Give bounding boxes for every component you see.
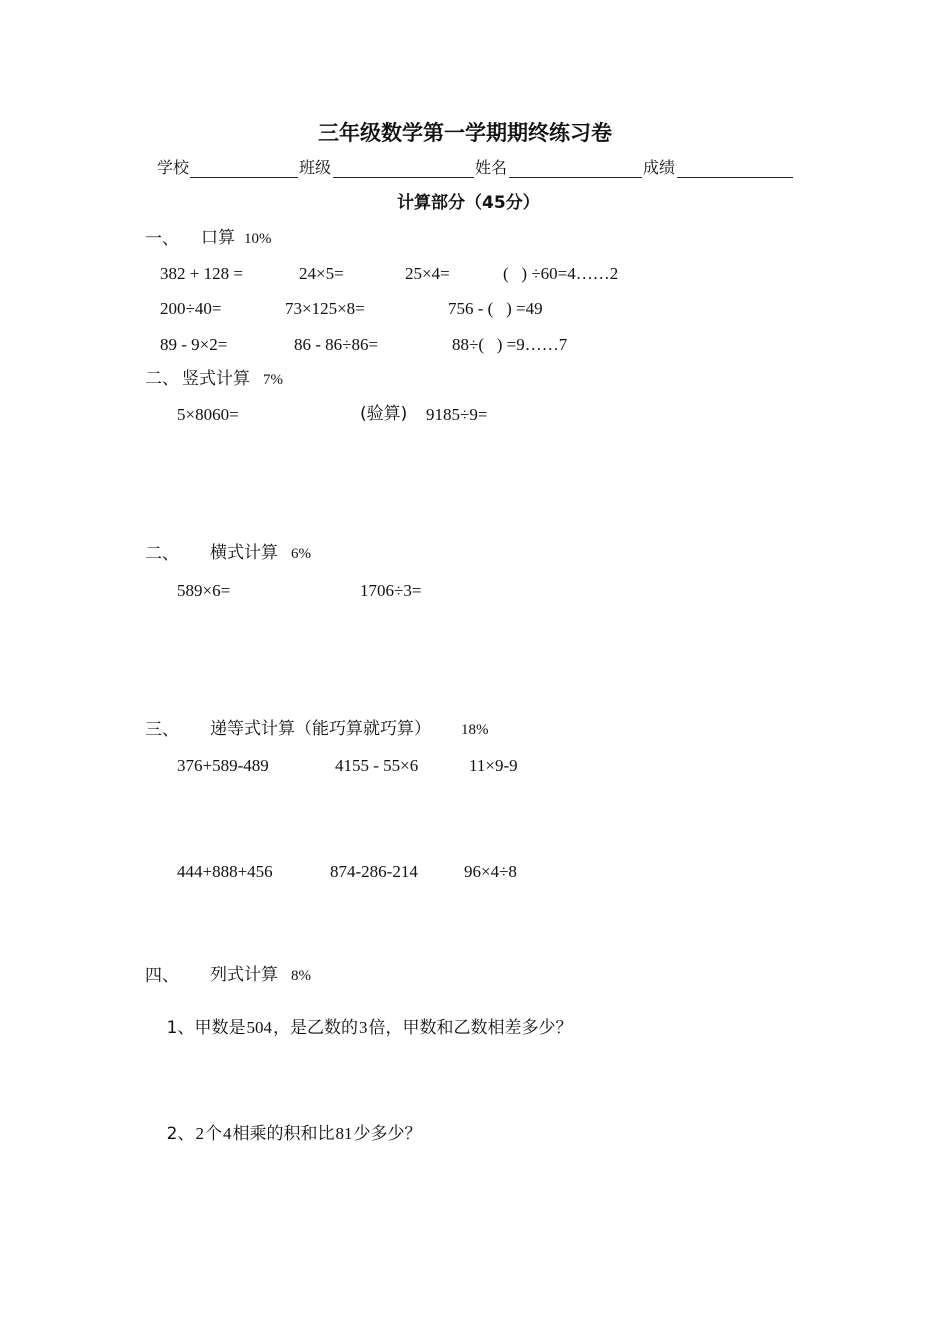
problem: 73×125×8= <box>285 299 365 318</box>
problem: 376+589-489 <box>177 756 269 775</box>
word-problem-text: 相乘的积和比 <box>232 1124 335 1144</box>
problem: 11×9-9 <box>469 756 518 775</box>
problem: 5×8060= <box>177 405 239 424</box>
section-number: 二、 <box>145 369 179 389</box>
section-label: 递等式计算（能巧算就巧算） <box>210 719 431 739</box>
section-label: 口算 <box>201 228 235 248</box>
section-number: 一、 <box>145 229 179 249</box>
class-blank[interactable] <box>333 177 474 178</box>
score-blank[interactable] <box>677 177 793 178</box>
problem: 589×6= <box>177 581 231 600</box>
school-label: 学校 <box>157 158 190 177</box>
name-blank[interactable] <box>509 177 642 178</box>
problem: 25×4= <box>405 264 450 283</box>
section-label: 列式计算 <box>210 965 278 985</box>
word-problem-text: 1、甲数是 <box>166 1018 246 1038</box>
problem: 89 - 9×2= <box>160 335 228 354</box>
section-number: 三、 <box>145 720 179 740</box>
problem: 756 - ( ) =49 <box>448 299 543 318</box>
problem: 1706÷3= <box>360 581 422 600</box>
problem: 4155 - 55×6 <box>335 756 419 775</box>
section-percent: 8% <box>291 968 311 984</box>
section-label: 横式计算 <box>210 543 278 563</box>
word-problem-text: 倍，甲数和乙数相差多少？ <box>368 1018 573 1038</box>
problem: 86 - 86÷86= <box>294 335 379 354</box>
part-title: 计算部分（45分） <box>397 193 540 213</box>
section-label: 竖式计算 <box>182 369 250 389</box>
problem: 96×4÷8 <box>464 862 517 881</box>
section-percent: 18% <box>461 722 489 738</box>
word-problem-text: 2、 <box>166 1124 195 1144</box>
check-label: (验算) <box>360 404 408 424</box>
name-label: 姓名 <box>475 158 508 177</box>
word-problem-text: 少多少？ <box>353 1124 422 1144</box>
problem: 382 + 128 = <box>160 264 243 283</box>
word-problem-text: 个 <box>204 1124 222 1144</box>
word-problem-number: 4 <box>222 1124 232 1143</box>
word-problem-number: 2 <box>195 1124 204 1143</box>
class-label: 班级 <box>299 158 332 177</box>
problem: 24×5= <box>299 264 344 283</box>
problem: 9185÷9= <box>426 405 488 424</box>
page-title: 三年级数学第一学期期终练习卷 <box>318 121 612 145</box>
word-problem-1 <box>145 1002 572 1054</box>
problem: ( ) ÷60=4……2 <box>503 264 619 283</box>
problem: 874-286-214 <box>330 862 418 881</box>
section-number: 四、 <box>145 966 179 986</box>
word-problem-number: 81 <box>335 1124 353 1143</box>
section-percent: 10% <box>244 231 272 247</box>
word-problem-number: 504 <box>246 1018 272 1037</box>
word-problem-2 <box>145 1108 421 1160</box>
score-label: 成绩 <box>643 158 676 177</box>
problem: 200÷40= <box>160 299 222 318</box>
word-problem-number: 3 <box>358 1018 368 1037</box>
school-blank[interactable] <box>190 177 298 178</box>
problem: 88÷( ) =9……7 <box>452 335 568 354</box>
section-number: 二、 <box>145 544 179 564</box>
problem: 444+888+456 <box>177 862 273 881</box>
section-percent: 7% <box>263 372 283 388</box>
section-percent: 6% <box>291 546 311 562</box>
word-problem-text: ，是乙数的 <box>272 1018 358 1038</box>
